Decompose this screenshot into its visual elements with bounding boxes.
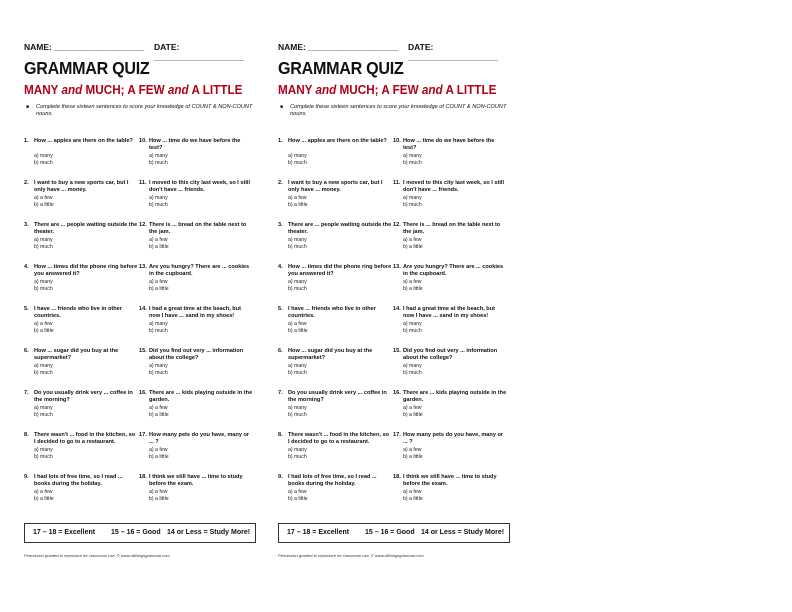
square-bullet-icon: ■ — [26, 104, 30, 110]
question-text: There wasn't ... food in the kitchen, so I decided to go to a restaurant. — [288, 432, 390, 445]
option-b[interactable]: b) much — [403, 160, 422, 166]
question-number: 12. — [139, 222, 147, 228]
question-number: 16. — [139, 390, 147, 396]
question-text: I moved to this city last week, so I still don't have ... friends. — [403, 180, 505, 193]
page-title: GRAMMAR QUIZ — [278, 58, 404, 78]
option-b[interactable]: b) a little — [34, 328, 54, 334]
question-number: 8. — [24, 432, 29, 438]
question-text: There are ... kids playing outside in the garden. — [403, 390, 507, 403]
option-b[interactable]: b) much — [288, 286, 307, 292]
question-number: 8. — [278, 432, 283, 438]
subtitle-text: MUCH; A FEW — [336, 82, 422, 97]
option-b[interactable]: b) much — [288, 160, 307, 166]
option-a[interactable]: a) many — [149, 195, 168, 201]
option-b[interactable]: b) much — [288, 244, 307, 250]
question-text: How ... sugar did you buy at the supermarket? — [34, 348, 119, 361]
question-number: 1. — [278, 138, 283, 144]
question-number: 7. — [278, 390, 283, 396]
page-subtitle — [278, 82, 496, 97]
subtitle-text: A LITTLE — [442, 82, 497, 97]
question-number: 10. — [393, 138, 401, 144]
question-number: 11. — [139, 180, 147, 186]
quiz-sheet-right — [278, 0, 518, 580]
question-number: 13. — [139, 264, 147, 270]
question-number: 9. — [24, 474, 29, 480]
score-good: 15 – 16 = Good — [111, 529, 161, 536]
option-b[interactable]: b) much — [403, 202, 422, 208]
subtitle-and: and — [315, 82, 337, 97]
question-number: 3. — [24, 222, 29, 228]
date-field[interactable]: DATE: ___________________ — [408, 42, 498, 62]
option-b[interactable]: b) much — [149, 328, 168, 334]
option-b[interactable]: b) a little — [149, 244, 169, 250]
question-number: 15. — [139, 348, 147, 354]
option-a[interactable]: a) many — [34, 237, 53, 243]
question-number: 16. — [393, 390, 401, 396]
question-text: Do you usually drink very ... coffee in the morning? — [34, 390, 133, 403]
option-a[interactable]: a) many — [149, 363, 168, 369]
option-a[interactable]: a) a few — [403, 237, 422, 243]
question-number: 17. — [139, 432, 147, 438]
option-b[interactable]: b) a little — [34, 202, 54, 208]
option-a[interactable]: a) a few — [288, 321, 307, 327]
question-text: Do you usually drink very ... coffee in the morning? — [288, 390, 387, 403]
question-text: I want to buy a new sports car, but I only have ... money. — [288, 180, 383, 193]
subtitle-text: A LITTLE — [188, 82, 243, 97]
option-b[interactable]: b) a little — [149, 496, 169, 502]
question-text: I have ... friends who live in other countries. — [34, 306, 122, 319]
option-a[interactable]: a) many — [34, 363, 53, 369]
question-text: I had lots of free time, so I read ... books during the holiday. — [288, 474, 377, 487]
name-field[interactable]: NAME: ___________________ — [278, 42, 399, 52]
question-text: I think we still have ... time to study before the exam. — [403, 474, 497, 487]
option-b[interactable]: b) much — [149, 370, 168, 376]
question-text: How ... time do we have before the test? — [149, 138, 241, 151]
question-number: 18. — [393, 474, 401, 480]
option-b[interactable]: b) much — [34, 412, 53, 418]
question-number: 5. — [278, 306, 283, 312]
question-text: Did you find out very ... information about the college? — [403, 348, 498, 361]
option-b[interactable]: b) much — [34, 370, 53, 376]
option-b[interactable]: b) much — [34, 454, 53, 460]
option-b[interactable]: b) a little — [403, 496, 423, 502]
square-bullet-icon: ■ — [280, 104, 284, 110]
question-number: 14. — [393, 306, 401, 312]
option-b[interactable]: b) a little — [149, 412, 169, 418]
option-a[interactable]: a) a few — [149, 489, 168, 495]
question-number: 6. — [278, 348, 283, 354]
permission-note: Permission granted to reproduce for classroom use. © www.allthingsgrammar.com — [278, 553, 424, 558]
option-b[interactable]: b) a little — [288, 496, 308, 502]
question-text: There are ... people waiting outside the theater. — [34, 222, 138, 235]
question-number: 15. — [393, 348, 401, 354]
option-a[interactable]: a) many — [149, 321, 168, 327]
option-a[interactable]: a) many — [288, 153, 307, 159]
question-number: 2. — [24, 180, 29, 186]
question-number: 6. — [24, 348, 29, 354]
score-good: 15 – 16 = Good — [365, 529, 415, 536]
subtitle-text: MANY — [24, 82, 62, 97]
option-b[interactable]: b) a little — [149, 286, 169, 292]
option-a[interactable]: a) many — [34, 447, 53, 453]
question-text: Did you find out very ... information about the college? — [149, 348, 244, 361]
question-text: How many pets do you have, many or ... ? — [403, 432, 504, 445]
subtitle-and: and — [421, 82, 443, 97]
question-text: I had lots of free time, so I read ... books during the holiday. — [34, 474, 123, 487]
question-number: 13. — [393, 264, 401, 270]
question-number: 18. — [139, 474, 147, 480]
option-a[interactable]: a) many — [403, 153, 422, 159]
subtitle-and: and — [61, 82, 83, 97]
score-box — [24, 523, 256, 543]
option-a[interactable]: a) a few — [403, 405, 422, 411]
question-text: How ... time do we have before the test? — [403, 138, 495, 151]
option-a[interactable]: a) a few — [149, 405, 168, 411]
header-row — [24, 42, 264, 62]
option-b[interactable]: b) much — [288, 454, 307, 460]
option-a[interactable]: a) many — [34, 279, 53, 285]
subtitle-text: MUCH; A FEW — [82, 82, 168, 97]
subtitle-and: and — [167, 82, 189, 97]
option-a[interactable]: a) many — [288, 447, 307, 453]
question-text: There is ... bread on the table next to the jam. — [149, 222, 247, 235]
question-text: There are ... people waiting outside the theater. — [288, 222, 392, 235]
header-row — [278, 42, 518, 62]
option-a[interactable]: a) many — [288, 405, 307, 411]
option-b[interactable]: b) a little — [403, 412, 423, 418]
option-b[interactable]: b) much — [288, 370, 307, 376]
option-a[interactable]: a) a few — [34, 321, 53, 327]
option-b[interactable]: b) a little — [288, 202, 308, 208]
score-study: 14 or Less = Study More! — [167, 529, 251, 536]
question-number: 12. — [393, 222, 401, 228]
score-study: 14 or Less = Study More! — [421, 529, 505, 536]
question-number: 7. — [24, 390, 29, 396]
question-text: I think we still have ... time to study before the exam. — [149, 474, 243, 487]
question-text: I have ... friends who live in other countries. — [288, 306, 376, 319]
question-text: I moved to this city last week, so I still don't have ... friends. — [149, 180, 251, 193]
question-text: How ... times did the phone ring before you answered it? — [34, 264, 138, 277]
question-number: 9. — [278, 474, 283, 480]
permission-note: Permission granted to reproduce for classroom use. © www.allthingsgrammar.com — [24, 553, 170, 558]
option-b[interactable]: b) much — [149, 160, 168, 166]
option-b[interactable]: b) a little — [403, 286, 423, 292]
option-a[interactable]: a) a few — [34, 489, 53, 495]
option-a[interactable]: a) many — [288, 279, 307, 285]
question-text: I want to buy a new sports car, but I only have ... money. — [34, 180, 129, 193]
question-text: There are ... kids playing outside in the garden. — [149, 390, 253, 403]
question-text: Are you hungry? There are ... cookies in the cupboard. — [403, 264, 504, 277]
name-field[interactable]: NAME: ___________________ — [24, 42, 145, 52]
question-text: How ... sugar did you buy at the supermarket? — [288, 348, 373, 361]
option-b[interactable]: b) a little — [288, 328, 308, 334]
option-a[interactable]: a) many — [288, 237, 307, 243]
option-b[interactable]: b) a little — [149, 454, 169, 460]
page-title: GRAMMAR QUIZ — [24, 58, 150, 78]
page-subtitle — [24, 82, 242, 97]
option-b[interactable]: b) much — [403, 370, 422, 376]
option-a[interactable]: a) a few — [149, 447, 168, 453]
option-a[interactable]: a) many — [34, 153, 53, 159]
question-number: 17. — [393, 432, 401, 438]
question-text: How ... apples are there on the table? — [288, 138, 387, 144]
option-b[interactable]: b) much — [149, 202, 168, 208]
question-text: How ... times did the phone ring before you answered it? — [288, 264, 392, 277]
question-number: 3. — [278, 222, 283, 228]
option-a[interactable]: a) many — [149, 153, 168, 159]
option-b[interactable]: b) much — [34, 286, 53, 292]
option-a[interactable]: a) a few — [149, 237, 168, 243]
question-text: How many pets do you have, many or ... ? — [149, 432, 250, 445]
option-b[interactable]: b) much — [34, 160, 53, 166]
question-text: Are you hungry? There are ... cookies in the cupboard. — [149, 264, 250, 277]
option-b[interactable]: b) much — [288, 412, 307, 418]
instructions-text: Complete these sixteen sentences to score your knowledge of COUNT & NON-COUNT nouns. — [290, 104, 507, 117]
question-text: I had a great time at the beach, but now I have ... sand in my shoes! — [149, 306, 242, 319]
question-number: 14. — [139, 306, 147, 312]
question-text: I had a great time at the beach, but now I have ... sand in my shoes! — [403, 306, 496, 319]
option-a[interactable]: a) many — [34, 405, 53, 411]
question-text: There is ... bread on the table next to the jam. — [403, 222, 501, 235]
option-b[interactable]: b) a little — [403, 244, 423, 250]
question-text: There wasn't ... food in the kitchen, so I decided to go to a restaurant. — [34, 432, 136, 445]
option-b[interactable]: b) much — [403, 328, 422, 334]
option-b[interactable]: b) a little — [403, 454, 423, 460]
score-excellent: 17 – 18 = Excellent — [33, 529, 96, 536]
score-box — [278, 523, 510, 543]
date-field[interactable]: DATE: ___________________ — [154, 42, 244, 62]
subtitle-text: MANY — [278, 82, 316, 97]
option-a[interactable]: a) a few — [403, 279, 422, 285]
option-a[interactable]: a) a few — [403, 447, 422, 453]
question-number: 5. — [24, 306, 29, 312]
question-number: 4. — [24, 264, 29, 270]
option-a[interactable]: a) a few — [288, 195, 307, 201]
question-text: How ... apples are there on the table? — [34, 138, 133, 144]
question-number: 1. — [24, 138, 29, 144]
option-a[interactable]: a) many — [288, 363, 307, 369]
question-number: 2. — [278, 180, 283, 186]
question-number: 11. — [393, 180, 401, 186]
option-a[interactable]: a) a few — [403, 489, 422, 495]
quiz-sheet-left — [24, 0, 264, 580]
option-b[interactable]: b) much — [34, 244, 53, 250]
option-a[interactable]: a) a few — [288, 489, 307, 495]
option-a[interactable]: a) many — [403, 363, 422, 369]
question-number: 4. — [278, 264, 283, 270]
question-number: 10. — [139, 138, 147, 144]
option-a[interactable]: a) a few — [149, 279, 168, 285]
option-b[interactable]: b) a little — [34, 496, 54, 502]
option-a[interactable]: a) many — [403, 195, 422, 201]
score-excellent: 17 – 18 = Excellent — [287, 529, 350, 536]
option-a[interactable]: a) many — [403, 321, 422, 327]
instructions-text: Complete these sixteen sentences to score your knowledge of COUNT & NON-COUNT nouns. — [36, 104, 253, 117]
option-a[interactable]: a) a few — [34, 195, 53, 201]
